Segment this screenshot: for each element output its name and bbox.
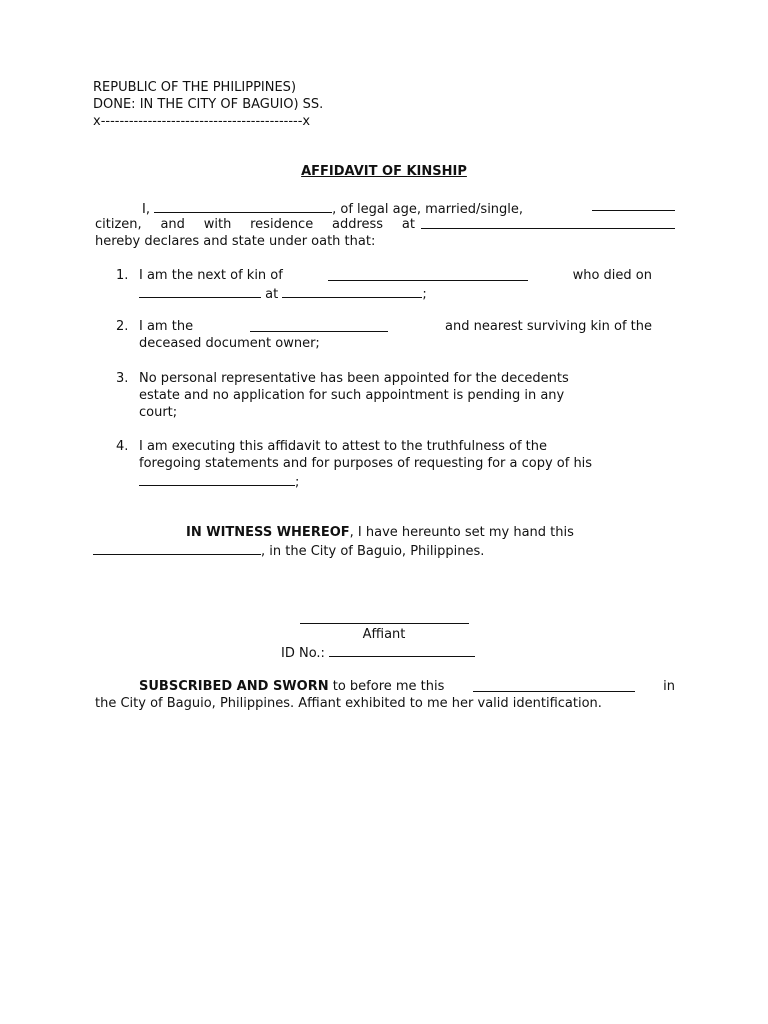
item-2-number: 2. bbox=[116, 319, 129, 334]
affiant-label: Affiant bbox=[362, 627, 406, 642]
item-1-number: 1. bbox=[116, 268, 129, 283]
sworn-in: in bbox=[663, 679, 675, 694]
item-3-line-1: No personal representative has been appointed for the decedents bbox=[139, 371, 569, 386]
item-2-text-a: I am the bbox=[139, 319, 194, 334]
address-blank[interactable] bbox=[421, 228, 675, 229]
sworn-line-2: the City of Baguio, Philippines. Affiant exhibited to me her valid identification. bbox=[95, 696, 602, 711]
id-number-row bbox=[281, 644, 475, 662]
header-separator: x-------------------------------------------x bbox=[93, 114, 311, 129]
item-2-text-b: and nearest surviving kin of the bbox=[445, 319, 652, 334]
witness-bold: IN WITNESS WHEREOF bbox=[186, 525, 350, 540]
word-address: address bbox=[332, 217, 384, 232]
id-number-blank[interactable] bbox=[329, 644, 475, 657]
sworn-line-1 bbox=[139, 679, 675, 695]
document-title-text: AFFIDAVIT OF KINSHIP bbox=[301, 164, 467, 179]
word-residence: residence bbox=[250, 217, 314, 232]
header-line-2: DONE: IN THE CITY OF BAGUIO) SS. bbox=[93, 97, 324, 112]
sworn-date-blank[interactable] bbox=[473, 679, 635, 692]
witness-rest: , I have hereunto set my hand this bbox=[349, 525, 574, 540]
item-4-semicolon: ; bbox=[295, 475, 300, 490]
intro-line-3: hereby declares and state under oath that: bbox=[95, 234, 376, 249]
intro-line-1 bbox=[142, 200, 523, 218]
item-2-line-1 bbox=[139, 319, 652, 335]
item-1-line-2 bbox=[139, 285, 427, 303]
witness-line-1 bbox=[186, 525, 675, 541]
witness-date-blank[interactable] bbox=[93, 542, 261, 555]
citizenship-blank[interactable] bbox=[592, 210, 675, 211]
date-of-death-blank[interactable] bbox=[139, 285, 261, 298]
name-blank[interactable] bbox=[154, 200, 332, 213]
place-of-death-blank[interactable] bbox=[282, 285, 422, 298]
sworn-bold: SUBSCRIBED AND SWORN bbox=[139, 679, 329, 694]
id-label: ID No.: bbox=[281, 646, 325, 661]
item-1-text-at: at bbox=[265, 287, 279, 302]
word-with: with bbox=[203, 217, 232, 232]
item-1-text-a: I am the next of kin of bbox=[139, 268, 283, 283]
item-3-line-2: estate and no application for such appointment is pending in any bbox=[139, 388, 565, 403]
kin-name-blank[interactable] bbox=[328, 268, 528, 281]
intro-legal-age: , of legal age, married/single, bbox=[332, 202, 524, 217]
word-and: and bbox=[160, 217, 185, 232]
item-4-number: 4. bbox=[116, 439, 129, 454]
intro-i: I, bbox=[142, 202, 150, 217]
word-citizen: citizen, bbox=[95, 217, 142, 232]
document-title bbox=[0, 164, 768, 179]
item-4-line-3 bbox=[139, 473, 299, 491]
item-2-line-2: deceased document owner; bbox=[139, 336, 320, 351]
item-1-text-b: who died on bbox=[572, 268, 652, 283]
item-3-number: 3. bbox=[116, 371, 129, 386]
item-1-semicolon: ; bbox=[422, 287, 427, 302]
relationship-blank[interactable] bbox=[250, 319, 388, 332]
document-blank[interactable] bbox=[139, 473, 295, 486]
witness-text-2: , in the City of Baguio, Philippines. bbox=[261, 544, 485, 559]
item-1-line-1 bbox=[139, 268, 652, 284]
item-4-line-2: foregoing statements and for purposes of requesting for a copy of his bbox=[139, 456, 593, 471]
sworn-rest: to before me this bbox=[328, 679, 445, 694]
witness-line-2 bbox=[93, 542, 484, 560]
intro-line-2 bbox=[95, 217, 675, 233]
affiant-signature-line[interactable] bbox=[300, 623, 469, 624]
item-3-line-3: court; bbox=[139, 405, 178, 420]
item-4-line-1: I am executing this affidavit to attest to the truthfulness of the bbox=[139, 439, 548, 454]
header-line-1: REPUBLIC OF THE PHILIPPINES) bbox=[93, 80, 297, 95]
word-at: at bbox=[401, 217, 415, 232]
